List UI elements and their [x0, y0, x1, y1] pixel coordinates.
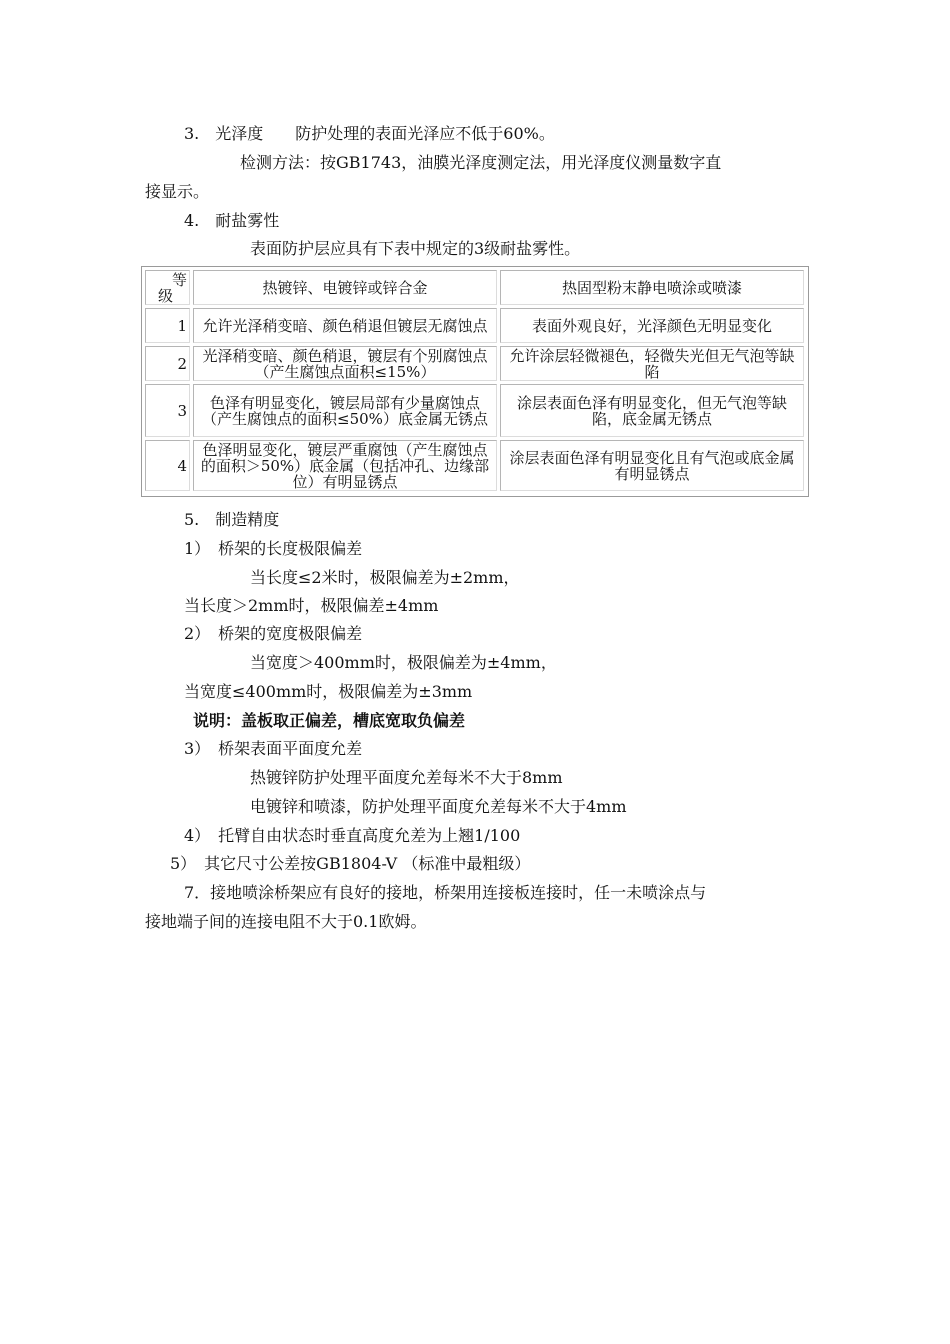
width-deviation-narrow: 当宽度≤400mm时，极限偏差为±3mm [184, 682, 473, 701]
zinc-cell: 色泽明显变化，镀层严重腐蚀（产生腐蚀点的面积＞50%）底金属（包括冲孔、边缘部位）有明显锈点 [193, 440, 497, 491]
salt-spray-table [141, 266, 809, 497]
width-deviation-wide: 当宽度＞400mm时，极限偏差为±4mm， [250, 653, 557, 672]
precision-heading: 5. 制造精度 [184, 510, 280, 529]
deviation-note: 说明：盖板取正偏差，槽底宽取负偏差 [193, 711, 466, 730]
flatness-electro-spray: 电镀锌和喷漆，防护处理平面度允差每米不大于4mm [250, 797, 627, 816]
grade-cell: 2 [145, 346, 190, 381]
flatness-heading: 3） 桥架表面平面度允差 [184, 739, 363, 758]
table-row [145, 384, 805, 437]
table-row [145, 308, 805, 343]
grounding-paragraph: 7．接地喷涂桥架应有良好的接地，桥架用连接板连接时，任一未喷涂点与 [184, 883, 707, 902]
table-header-row [145, 270, 805, 305]
salt-description: 表面防护层应具有下表中规定的3级耐盐雾性。 [250, 239, 581, 258]
grade-cell: 1 [145, 308, 190, 343]
coating-cell: 表面外观良好，光泽颜色无明显变化 [500, 308, 804, 343]
grounding-paragraph-continued: 接地端子间的连接电阻不大于0.1欧姆。 [145, 912, 427, 931]
table-row [145, 440, 805, 491]
coating-cell: 允许涂层轻微褪色，轻微失光但无气泡等缺陷 [500, 346, 804, 381]
zinc-cell: 允许光泽稍变暗、颜色稍退但镀层无腐蚀点 [193, 308, 497, 343]
grade-header-part2: 级 [158, 287, 174, 305]
coating-cell: 涂层表面色泽有明显变化且有气泡或底金属有明显锈点 [500, 440, 804, 491]
grade-cell: 4 [145, 440, 190, 491]
gloss-heading: 3. 光泽度 防护处理的表面光泽应不低于60%。 [184, 124, 555, 143]
zinc-cell: 光泽稍变暗、颜色稍退，镀层有个别腐蚀点（产生腐蚀点面积≤15%） [193, 346, 497, 381]
grade-header-cell [145, 270, 190, 305]
coating-header-cell: 热固型粉末静电喷涂或喷漆 [500, 270, 804, 305]
width-deviation-heading: 2） 桥架的宽度极限偏差 [184, 624, 363, 643]
flatness-hot-dip: 热镀锌防护处理平面度允差每米不大于8mm [250, 768, 563, 787]
length-deviation-heading: 1） 桥架的长度极限偏差 [184, 539, 363, 558]
grade-header-part1: 等 [171, 271, 187, 289]
grade-cell: 3 [145, 384, 190, 437]
gloss-method-continued: 接显示。 [145, 182, 210, 201]
arm-tolerance: 4） 托臂自由状态时垂直高度允差为上翘1/100 [184, 826, 521, 845]
length-deviation-short: 当长度≤2米时，极限偏差为±2mm， [250, 568, 520, 587]
salt-heading: 4. 耐盐雾性 [184, 211, 280, 230]
zinc-cell: 色泽有明显变化，镀层局部有少量腐蚀点（产生腐蚀点的面积≤50%）底金属无锈点 [193, 384, 497, 437]
coating-cell: 涂层表面色泽有明显变化，但无气泡等缺陷，底金属无锈点 [500, 384, 804, 437]
table-row [145, 346, 805, 381]
gloss-method-line: 检测方法：按GB1743，油膜光泽度测定法，用光泽度仪测量数字直 [240, 153, 722, 172]
other-tolerance: 5） 其它尺寸公差按GB1804-V （标准中最粗级） [170, 854, 531, 873]
length-deviation-long: 当长度＞2mm时，极限偏差±4mm [184, 596, 439, 615]
zinc-header-cell: 热镀锌、电镀锌或锌合金 [193, 270, 497, 305]
